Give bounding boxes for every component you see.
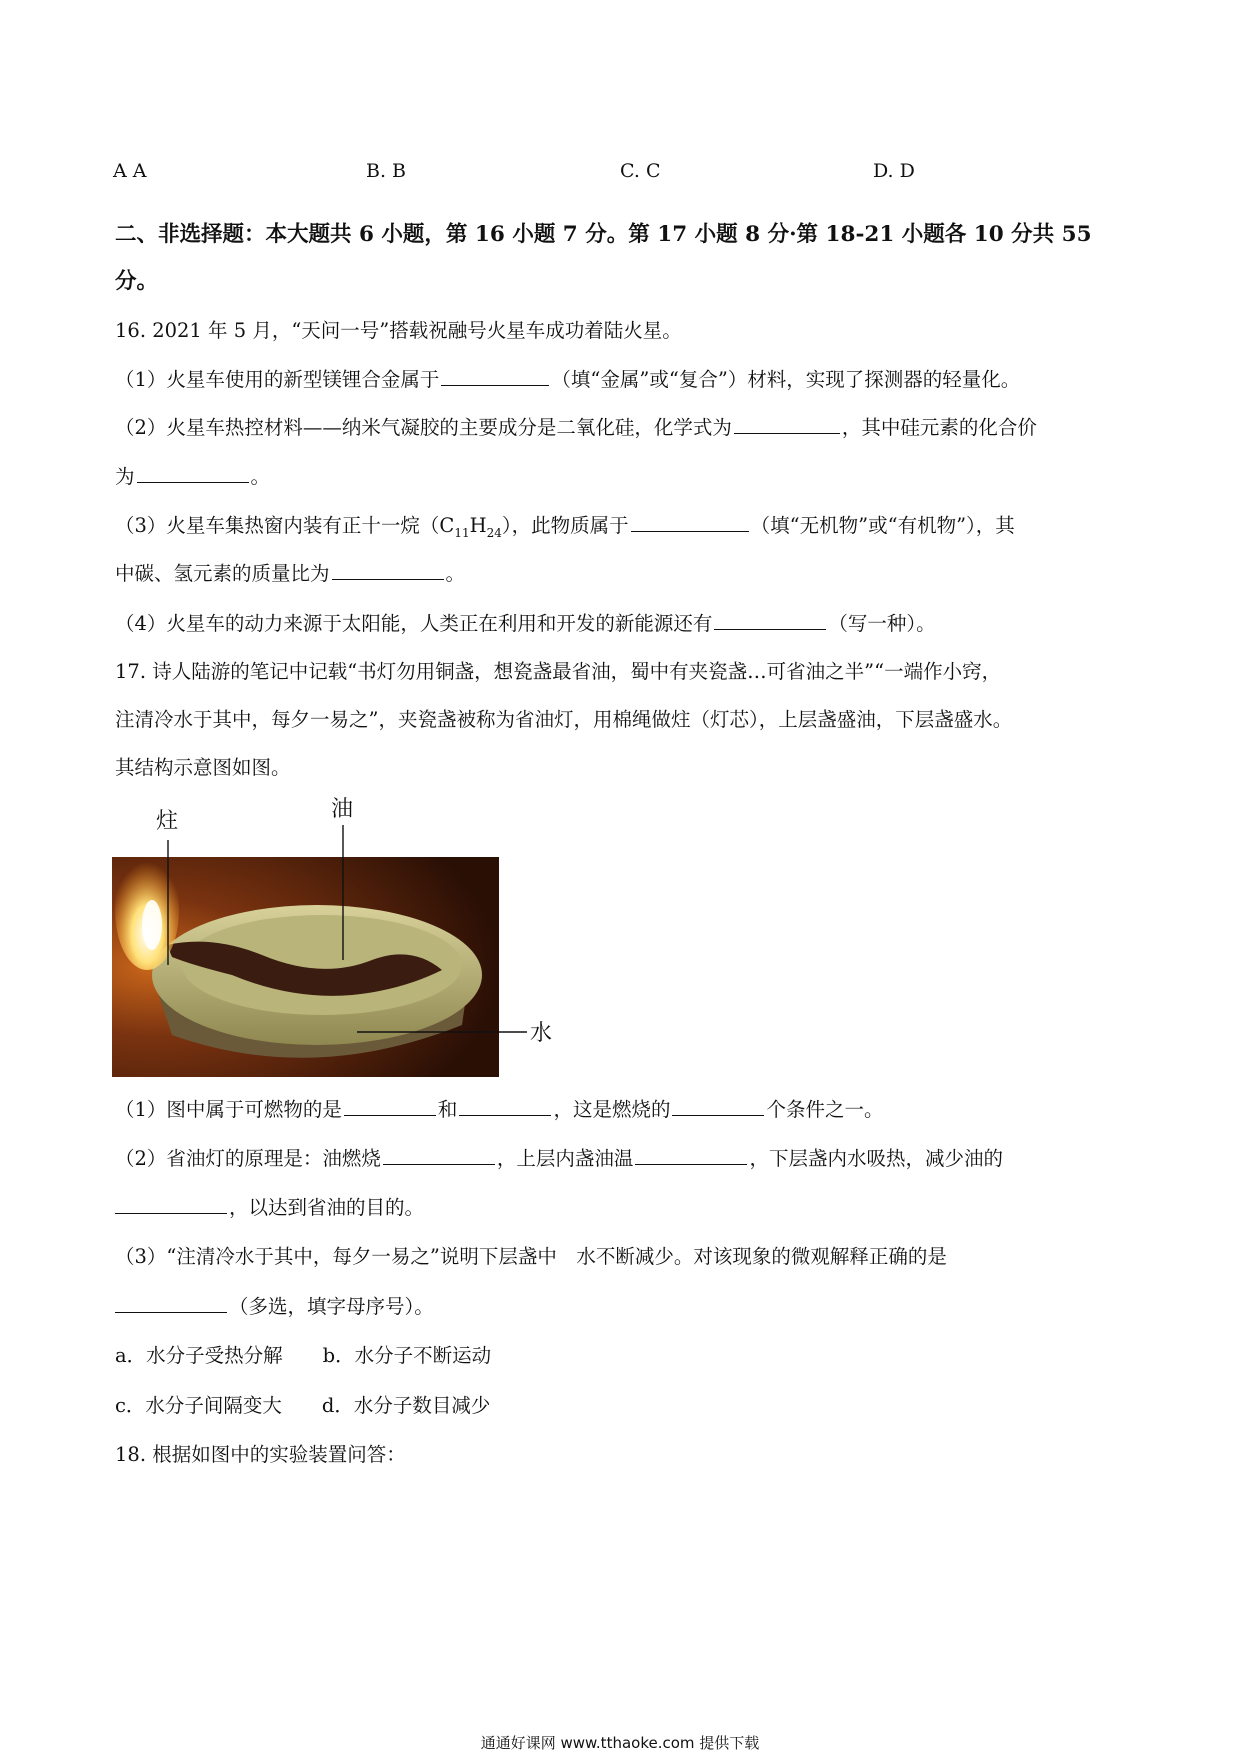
option-a: A A [113, 160, 147, 182]
q16-part1: （1）火星车使用的新型镁锂合金属于 （填“金属”或“复合”）材料，实现了探测器的轻量化。 [115, 368, 1021, 391]
q16-part3-cont: 中碳、氢元素的质量比为 。 [115, 562, 466, 585]
q17-choices-row2 [115, 1396, 490, 1416]
choice-b: b．水分子不断运动 [322, 1344, 492, 1367]
q17-stem-cont2: 其结构示意图如图。 [115, 756, 291, 779]
answer-blank[interactable] [383, 1163, 495, 1165]
q17-part2: （2）省油灯的原理是：油燃烧 ，上层内盏油温 ，下层盏内水吸热，减少油的 [115, 1147, 1003, 1170]
answer-blank[interactable] [137, 481, 249, 483]
q17-part3-cont: （多选，填字母序号）。 [115, 1297, 434, 1317]
answer-blank[interactable] [714, 628, 826, 630]
option-b: B. B [366, 160, 407, 182]
oil-lamp-figure [112, 795, 572, 1085]
section-heading: 二、非选择题：本大题共 6 小题，第 16 小题 7 分。第 17 小题 8 分·第 18-21 小题各 10 分共 55 [115, 222, 1092, 247]
answer-blank[interactable] [344, 1114, 436, 1116]
q16-part2-cont: 为 。 [115, 465, 271, 488]
q16-part3: （3）火星车集热窗内装有正十一烷$(C_{11}H_{24})$，此物质属于 （填“无机物”或“有机物”），其 [115, 514, 1015, 540]
q18-stem: 18. 根据如图中的实验装置问答： [115, 1443, 406, 1466]
label-water: 水 [530, 1021, 553, 1046]
q17-part1: （1）图中属于可燃物的是 和 ，这是燃烧的 个条件之一。 [115, 1098, 884, 1121]
answer-blank[interactable] [332, 578, 444, 580]
label-wick: 炷 [156, 809, 179, 834]
q17-stem-cont: 注清冷水于其中，每夕一易之”，夹瓷盏被称为省油灯，用棉绳做炷（灯芯），上层盏盛油，下层盏盛水。 [115, 708, 1013, 731]
section-heading-cont: 分。 [115, 269, 159, 294]
q17-stem: 17. 诗人陆游的笔记中记载“书灯勿用铜盏，想瓷盏最省油，蜀中有夹瓷盏…可省油之半”“一端作小窍， [115, 660, 1002, 683]
choice-d: d．水分子数目减少 [321, 1394, 491, 1417]
flame-core [142, 900, 162, 950]
answer-blank[interactable] [115, 1212, 227, 1214]
q17-choices-row1 [115, 1346, 491, 1366]
answer-blank[interactable] [672, 1114, 764, 1116]
choice-c: c．水分子间隔变大 [115, 1394, 282, 1417]
q16-stem: 16. 2021 年 5 月，“天问一号”搭载祝融号火星车成功着陆火星。 [115, 319, 682, 342]
answer-blank[interactable] [441, 384, 549, 386]
answer-blank[interactable] [115, 1311, 227, 1313]
choice-a: a．水分子受热分解 [115, 1344, 283, 1367]
page-footer: 通通好课网 www.tthaoke.com 提供下载 [480, 1734, 760, 1752]
option-c: C. C [620, 160, 661, 182]
answer-blank[interactable] [635, 1163, 747, 1165]
answer-blank[interactable] [631, 530, 749, 532]
answer-blank[interactable] [459, 1114, 551, 1116]
q17-part2-cont: ，以达到省油的目的。 [115, 1198, 424, 1218]
label-oil: 油 [331, 797, 354, 822]
q17-part3: （3）“注清冷水于其中，每夕一易之”说明下层盏中 水不断减少。对该现象的微观解释正确的是 [115, 1245, 947, 1268]
q16-part2: （2）火星车热控材料——纳米气凝胶的主要成分是二氧化硅，化学式为 ，其中硅元素的化合价 [115, 416, 1037, 439]
answer-blank[interactable] [734, 432, 840, 434]
option-d: D. D [873, 160, 915, 182]
q16-part4: （4）火星车的动力来源于太阳能，人类正在利用和开发的新能源还有 （写一种）。 [115, 612, 936, 635]
